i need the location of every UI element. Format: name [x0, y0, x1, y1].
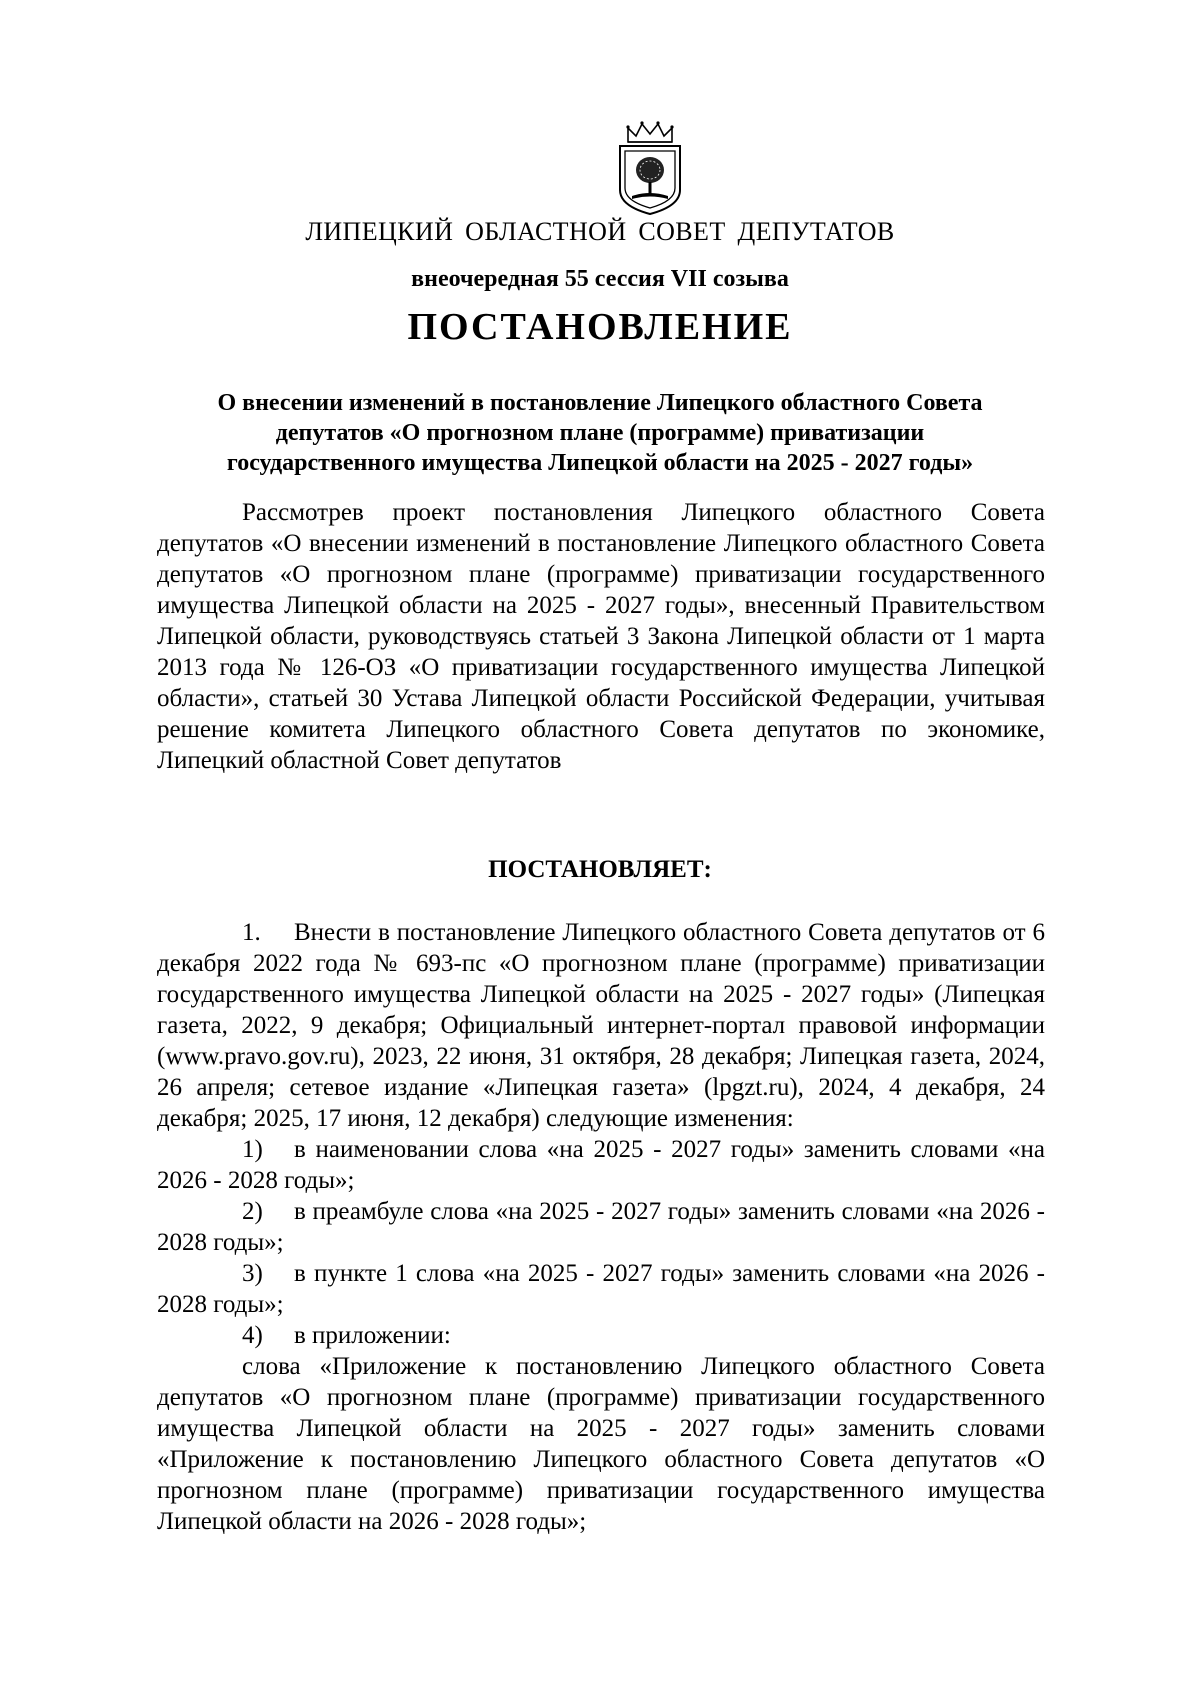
clause-text: Внести в постановление Липецкого областного Совета депутатов от 6 декабря 2022 года № 693-пс «О прогнозном плане (программе) приватизации государственного имущества Липецкой области на 2025 - 2027 годы» (Липецкая газета, 2022, 9 декабря; Официальный интернет-портал правовой информации (www.pravo.gov.ru), 2023, 22 июня, 31 октября, 28 декабря; Липецкая газета, 2024, 26 апреля; сетевое издание «Липецкая газета» (lpgzt.ru), 2024, 4 декабря, 24 декабря; 2025, 17 июня, 12 декабря) следующие изменения: [157, 919, 1045, 1132]
subitem-text: в наименовании слова «на 2025 - 2027 годы» заменить словами «на 2026 - 2028 годы»; [157, 1136, 1045, 1194]
appendix-change-text: слова «Приложение к постановлению Липецкого областного Совета депутатов «О прогнозном плане (программе) приватизации государственного имущества Липецкой области на 2025 - 2027 годы» заменить словами «Приложение к постановлению Липецкого областного Совета депутатов «О прогнозном плане (программе) приватизации государственного имущества Липецкой области на 2026 - 2028 годы»; [157, 1353, 1045, 1535]
subitem-number: 1) [242, 1136, 263, 1163]
decides-heading: ПОСТАНОВЛЯЕТ: [488, 856, 712, 883]
subitem-2 [157, 1196, 1045, 1258]
subitem-3 [157, 1258, 1045, 1320]
subitem-1 [157, 1134, 1045, 1196]
session-line: внеочередная 55 сессия VII созыва [411, 266, 789, 292]
title-line: О внесении изменений в постановление Липецкого областного Совета [217, 390, 983, 416]
subitem-number: 2) [242, 1198, 263, 1225]
clause-1 [157, 917, 1045, 1134]
title-line: депутатов «О прогнозном плане (программе) приватизации [275, 420, 925, 446]
preamble-text: Рассмотрев проект постановления Липецкого областного Совета депутатов «О внесении изменений в постановление Липецкого областного Совета депутатов «О прогнозном плане (программе) приватизации государственного имущества Липецкой области на 2025 - 2027 годы», внесенный Правительством Липецкой области, руководствуясь статьей 3 Закона Липецкой области от 1 марта 2013 года № 126-ОЗ «О приватизации государственного имущества Липецкой области», статьей 30 Устава Липецкой области Российской Федерации, учитывая решение комитета Липецкого областного Совета депутатов по экономике, Липецкий областной Совет депутатов [157, 499, 1045, 774]
subitem-text: в пункте 1 слова «на 2025 - 2027 годы» заменить словами «на 2026 - 2028 годы»; [157, 1260, 1045, 1318]
document-title [160, 388, 1040, 478]
preamble-paragraph [157, 497, 1045, 776]
title-line: государственного имущества Липецкой области на 2025 - 2027 годы» [226, 450, 974, 476]
lipetsk-coat-of-arms-icon [614, 120, 686, 216]
org-name: ЛИПЕЦКИЙ ОБЛАСТНОЙ СОВЕТ ДЕПУТАТОВ [305, 217, 895, 246]
appendix-change-paragraph [157, 1351, 1045, 1537]
subitem-text: в преамбуле слова «на 2025 - 2027 годы» заменить словами «на 2026 - 2028 годы»; [157, 1198, 1045, 1256]
subitem-4 [157, 1320, 1045, 1351]
subitem-number: 3) [242, 1260, 263, 1287]
doc-type-heading: ПОСТАНОВЛЕНИЕ [407, 306, 793, 348]
subitem-text: в приложении: [294, 1322, 451, 1349]
clause-number: 1. [242, 919, 261, 946]
subitem-number: 4) [242, 1322, 263, 1349]
